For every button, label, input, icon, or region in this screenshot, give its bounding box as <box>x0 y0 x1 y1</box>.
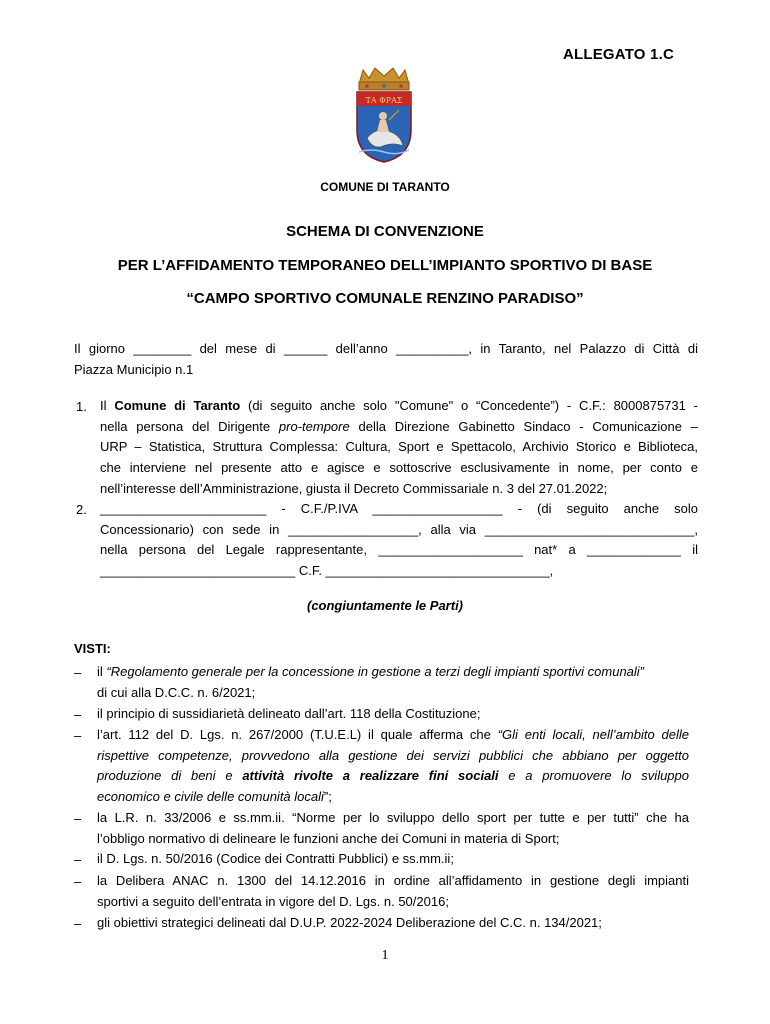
parties-caption: (congiuntamente le Parti) <box>306 598 464 613</box>
intro-paragraph <box>74 339 698 380</box>
document-subtitle: PER L’AFFIDAMENTO TEMPORANEO DELL’IMPIANTO SPORTIVO DI BASE <box>117 257 653 274</box>
facility-name: “CAMPO SPORTIVO COMUNALE RENZINO PARADISO” <box>186 290 584 307</box>
list-number: 2. <box>76 502 87 517</box>
party-line: nell’interesse dell’Amministrazione, giusta il Decreto Commissariale n. 3 del 27.01.2022; <box>100 480 608 496</box>
bullet-dash: – <box>74 665 82 680</box>
list-item: la Delibera ANAC n. 1300 del 14.12.2016 in ordine all’affidamento in gestione degli impianti sportivi a seguito dell’entrata in vigore del D. Lgs. n. 50/2016; <box>97 873 689 909</box>
bullet-dash: – <box>74 916 82 931</box>
list-number: 1. <box>76 399 87 414</box>
bullet-dash: – <box>74 811 82 826</box>
party-1-paragraph <box>100 396 698 500</box>
party-line: _______________________ - C.F./P.IVA __________________ - (di seguito anche solo <box>100 501 698 516</box>
party-2-paragraph <box>100 499 698 582</box>
intro-line: Piazza Municipio n.1 <box>74 361 194 377</box>
list-item: l’art. 112 del D. Lgs. n. 267/2000 (T.U.E.L) il quale afferma che “Gli enti locali, nell’ambito delle rispettive competenze, provvedono alla gestione dei servizi pubblici che abbiano per oggetto produzione di beni e attività rivolte a realizzare fini sociali e a promuovere lo sviluppo economico e civile delle comunità locali”; <box>97 727 690 805</box>
list-item: il “Regolamento generale per la concessione in gestione a terzi degli impianti sportivi comunali” di cui alla D.C.C. n. 6/2021; <box>97 664 645 700</box>
municipality-name: COMUNE DI TARANTO <box>320 180 450 194</box>
party-line: nella persona del Legale rappresentante, ____________________ nat* a _____________ il <box>100 542 698 558</box>
party-name: Comune di Taranto <box>114 398 241 413</box>
crest-motto: ΤΑ ΦΡΑΣ <box>365 96 403 105</box>
party-line: che interviene nel presente atto e agisce e sottoscrive esclusivamente in nome, per conto e <box>100 460 698 476</box>
party-line: Concessionario) con sede in __________________, alla via _____________________________, <box>100 521 698 537</box>
list-item: la L.R. n. 33/2006 e ss.mm.ii. “Norme per lo sviluppo dello sport per tutte e per tutti” che ha l’obbligo normativo di delineare le funzioni anche dei Comuni in materia di Sport; <box>97 810 689 846</box>
bullet-dash: – <box>74 874 82 889</box>
intro-line: Il giorno ________ del mese di ______ dell’anno __________, in Taranto, nel Palazzo di Città di <box>74 341 698 356</box>
page-number: 1 <box>381 948 389 963</box>
attachment-label: ALLEGATO 1.C <box>562 46 674 63</box>
city-coat-of-arms-icon <box>353 64 415 164</box>
party-line: ___________________________ C.F. _______________________________, <box>100 563 554 579</box>
party-line: Il Comune di Taranto (di seguito anche solo "Comune" o “Concedente”) - C.F.: 8000875731 - <box>100 398 699 413</box>
bullet-dash: – <box>74 852 82 867</box>
party-line: URP – Statistica, Struttura Complessa: Cultura, Sport e Spettacolo, Archivio Storico e Biblioteca, <box>100 439 698 455</box>
party-line: nella persona del Dirigente pro-tempore della Direzione Gabinetto Sindaco - Comunicazione – <box>100 418 698 434</box>
visti-heading: VISTI: <box>74 641 111 656</box>
bullet-dash: – <box>74 728 82 743</box>
list-item: gli obiettivi strategici delineati dal D.U.P. 2022-2024 Deliberazione del C.C. n. 134/2021; <box>97 915 602 930</box>
list-item: il principio di sussidiarietà delineato dall’art. 118 della Costituzione; <box>97 706 481 721</box>
list-item: il D. Lgs. n. 50/2016 (Codice dei Contratti Pubblici) e ss.mm.ii; <box>97 851 454 866</box>
document-title: SCHEMA DI CONVENZIONE <box>286 223 484 240</box>
bullet-dash: – <box>74 707 82 722</box>
